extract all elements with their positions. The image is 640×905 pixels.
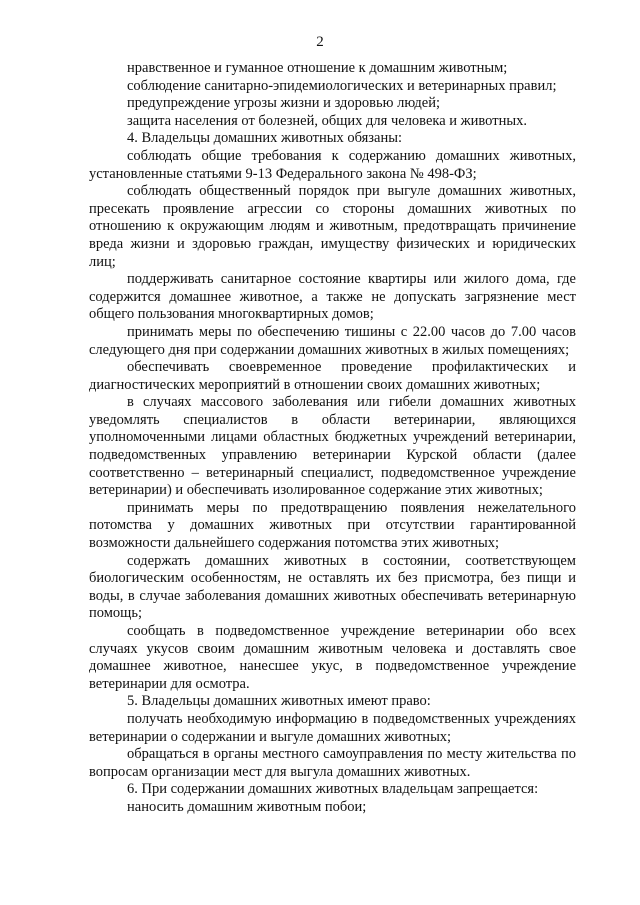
section-heading: 5. Владельцы домашних животных имеют право: [127,693,431,710]
paragraph: соблюдать общие требования к содержанию домашних животных, установленные статьями 9-13 Федерального закона № 498-ФЗ; [89,147,576,182]
paragraph: защита населения от болезней, общих для человека и животных. [127,112,527,129]
paragraph: наносить домашним животным побои; [127,798,367,815]
paragraph: сообщать в подведомственное учреждение ветеринарии обо всех случаях укусов своим домашним животным человека и доставлять свое домашнее животное, нанесшее укус, в подведомственное учреждение ветеринарии для осмотра. [89,623,576,692]
paragraph: предупреждение угрозы жизни и здоровью людей; [127,95,441,112]
paragraph: содержать домашних животных в состоянии, соответствующем биологическим особенностям, не оставлять их без присмотра, без пищи и воды, в случае заболевания домашних животных обеспечивать ветеринарную помощь; [89,552,576,622]
paragraph: соблюдать общественный порядок при выгуле домашних животных, пресекать проявление агрессии со стороны домашних животных по отношению к окружающим людям и животным, предотвращать причинение вреда жизни и здоровью граждан, имуществу физических и юридических лиц; [89,183,576,270]
section-heading: 6. При содержании домашних животных владельцам запрещается: [127,781,539,798]
paragraph: принимать меры по предотвращению появления нежелательного потомства у домашних животных при отсутствии гарантированной возможности дальнейшего содержания потомства этих животных; [89,499,576,552]
paragraph: нравственное и гуманное отношение к домашним животным; [127,60,508,76]
section-heading: 4. Владельцы домашних животных обязаны: [127,130,402,147]
paragraph: соблюдение санитарно-эпидемиологических и ветеринарных правил; [127,77,557,94]
paragraph: принимать меры по обеспечению тишины с 22.00 часов до 7.00 часов следующего дня при содержании домашних животных в жилых помещениях; [89,323,576,358]
paragraph: получать необходимую информацию в подведомственных учреждениях ветеринарии о содержании и выгуле домашних животных; [89,710,576,745]
paragraph: обращаться в органы местного самоуправления по месту жительства по вопросам организации мест для выгула домашних животных. [89,746,576,780]
document-body [89,60,576,817]
paragraph: в случаях массового заболевания или гибели домашних животных уведомлять специалистов в области ветеринарии, являющихся уполномоченными лицами областных бюджетных учреждений ветеринарии, подведомственных управлению ветеринарии Курской области (далее соответственно – ветеринарный специалист, подведомственное учреждение ветеринарии) и обеспечивать изолированное содержание этих животных; [89,394,576,499]
page-number: 2 [316,34,324,50]
paragraph: поддерживать санитарное состояние квартиры или жилого дома, где содержится домашнее животное, а также не допускать загрязнение мест общего пользования многоквартирных домов; [89,271,576,323]
paragraph: обеспечивать своевременное проведение профилактических и диагностических мероприятий в отношении своих домашних животных; [89,359,576,393]
